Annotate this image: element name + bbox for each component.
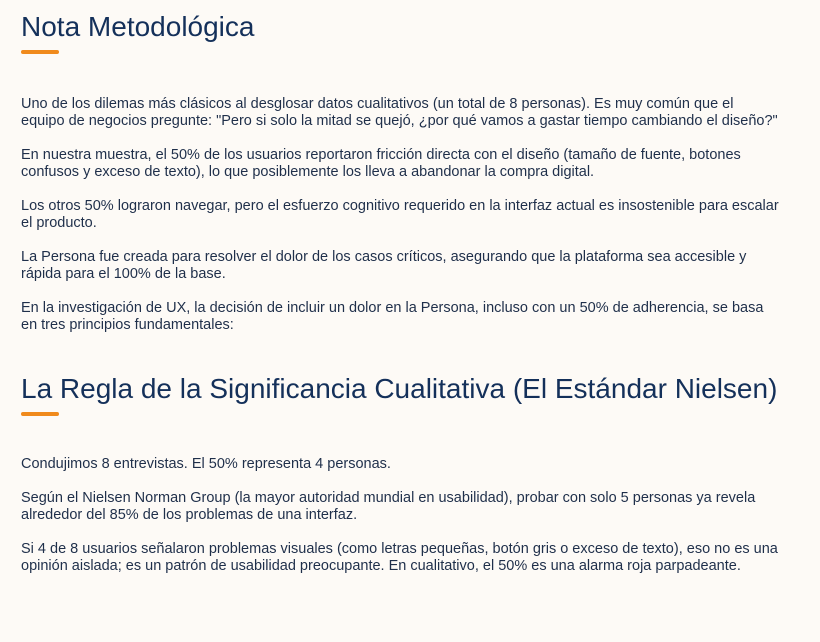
paragraph: Si 4 de 8 usuarios señalaron problemas visuales (como letras pequeñas, botón gris o exceso de texto), eso no es una opinión aislada; es un patrón de usabilidad preocupante. En cualitativo, el 50% es una alarma roja parpadeante. [21,541,778,574]
section-title-regla-significancia: La Regla de la Significancia Cualitativa (El Estándar Nielsen) [21,373,778,404]
paragraph: La Persona fue creada para resolver el dolor de los casos críticos, asegurando que la plataforma sea accesible y rápida para el 100% de la base. [21,249,747,282]
paragraph: Según el Nielsen Norman Group (la mayor autoridad mundial en usabilidad), probar con solo 5 personas ya revela alrededor del 85% de los problemas de una interfaz. [21,490,756,523]
section-body-nota-metodologica [21,96,780,334]
paragraph: Los otros 50% lograron navegar, pero el esfuerzo cognitivo requerido en la interfaz actual es insostenible para escalar el producto. [21,198,779,231]
section-title-nota-metodologica: Nota Metodológica [21,11,255,42]
paragraph: Condujimos 8 entrevistas. El 50% representa 4 personas. [21,456,391,472]
paragraph: Uno de los dilemas más clásicos al desglosar datos cualitativos (un total de 8 personas). Es muy común que el equipo de negocios pregunte: "Pero si solo la mitad se quejó, ¿por qué vamos a gastar tiempo cambiando el diseño?" [21,96,778,129]
paragraph: En la investigación de UX, la decisión de incluir un dolor en la Persona, incluso con un 50% de adherencia, se basa en tres principios fundamentales: [21,300,764,333]
title-accent-bar [21,50,59,54]
title-accent-bar [21,412,59,416]
section-body-regla-significancia [21,456,780,575]
paragraph: En nuestra muestra, el 50% de los usuarios reportaron fricción directa con el diseño (tamaño de fuente, botones confusos y exceso de texto), lo que posiblemente los lleva a abandonar la compra digital. [21,147,741,180]
